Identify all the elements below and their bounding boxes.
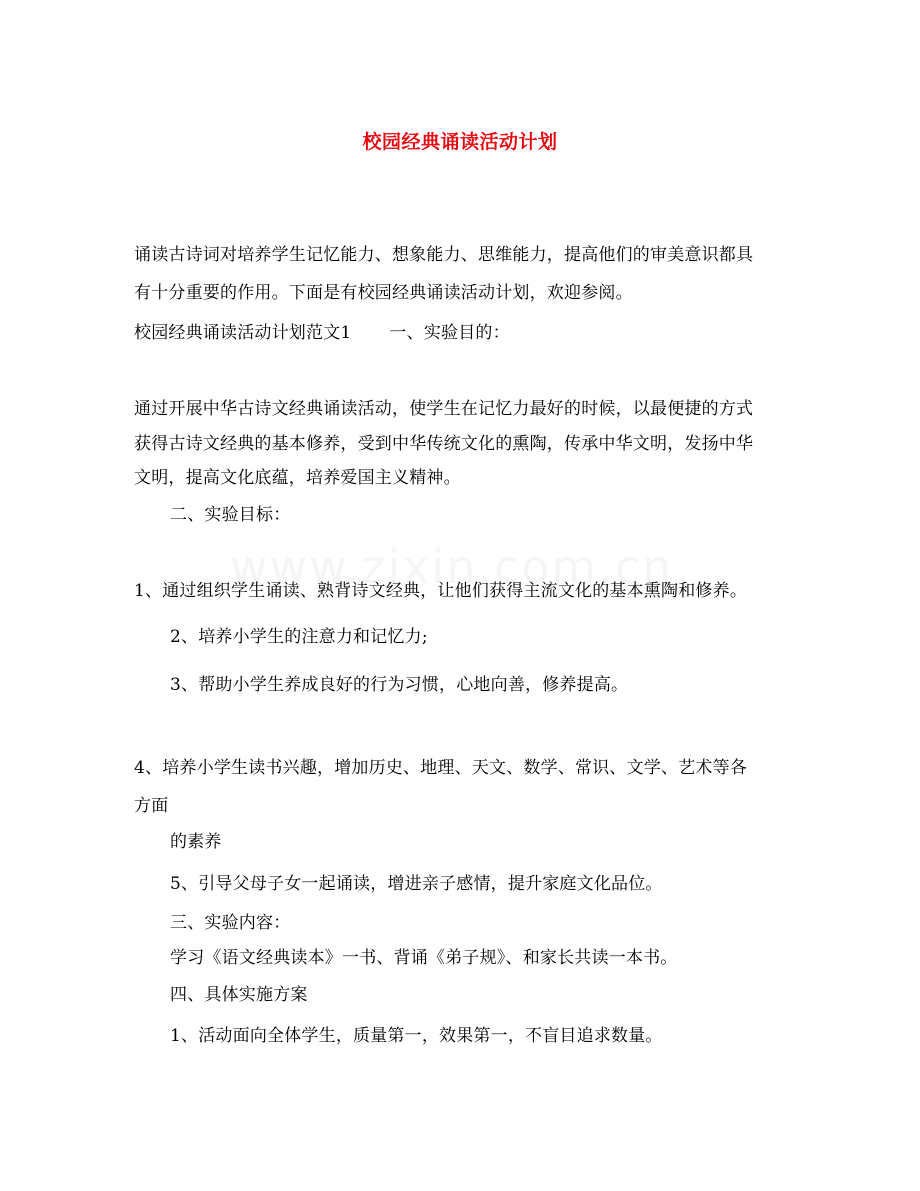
goal-item-1: 1、通过组织学生诵读、熟背诗文经典，让他们获得主流文化的基本熏陶和修养。 xyxy=(134,581,748,601)
goal-item-4-line-2: 方面 xyxy=(134,796,169,816)
intro-line-2: 有十分重要的作用。下面是有校园经典诵读活动计划，欢迎参阅。 xyxy=(134,283,633,303)
plan-item-1: 1、活动面向全体学生，质量第一，效果第一，不盲目追求数量。 xyxy=(170,1026,663,1046)
purpose-line-1: 通过开展中华古诗文经典诵读活动，使学生在记忆力最好的时候，以最便捷的方式 xyxy=(134,399,754,419)
section4-heading: 四、具体实施方案 xyxy=(170,985,308,1005)
section3-heading: 三、实验内容： xyxy=(170,913,291,933)
section2-heading: 二、实验目标： xyxy=(170,505,291,525)
document-title: 校园经典诵读活动计划 xyxy=(362,131,558,153)
goal-item-2: 2、培养小学生的注意力和记忆力; xyxy=(170,627,428,647)
intro-line-1: 诵读古诗词对培养学生记忆能力、想象能力、思维能力，提高他们的审美意识都具 xyxy=(134,245,754,265)
goal-item-4-line-3: 的素养 xyxy=(170,832,222,852)
goal-item-3: 3、帮助小学生养成良好的行为习惯，心地向善，修养提高。 xyxy=(170,675,629,695)
sample-heading: 校园经典诵读活动计划范文1 xyxy=(134,323,352,343)
goal-item-4-line-1: 4、培养小学生读书兴趣，增加历史、地理、天文、数学、常识、文学、艺术等各 xyxy=(134,758,748,778)
purpose-line-3: 文明，提高文化底蕴，培养爱国主义精神。 xyxy=(134,468,461,488)
section1-heading: 一、实验目的： xyxy=(389,323,510,343)
purpose-line-2: 获得古诗文经典的基本修养，受到中华传统文化的熏陶，传承中华文明，发扬中华 xyxy=(134,434,754,454)
goal-item-5: 5、引导父母子女一起诵读，增进亲子感情，提升家庭文化品位。 xyxy=(170,874,663,894)
content-line: 学习《语文经典读本》一书、背诵《弟子规》、和家长共读一本书。 xyxy=(170,948,678,968)
sample-heading-row xyxy=(134,320,510,346)
